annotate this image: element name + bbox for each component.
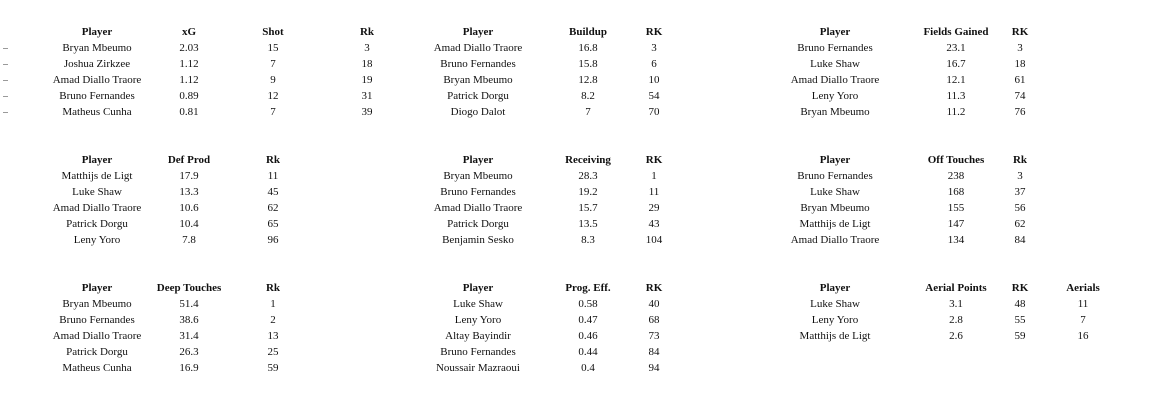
stat-value-cell: 0.44 <box>578 346 598 358</box>
stat-value-cell: 40 <box>648 298 660 310</box>
column-header: Rk <box>265 154 281 166</box>
player-name-cell: Amad Diallo Traore <box>790 234 880 246</box>
player-name-cell: Matheus Cunha <box>62 106 132 118</box>
column-header: Player <box>462 154 494 166</box>
player-name-cell: Patrick Dorgu <box>66 218 128 230</box>
column-header: Receiving <box>565 154 611 166</box>
stat-value-cell: 11.3 <box>946 90 966 102</box>
stat-value-cell: 19.2 <box>578 186 598 198</box>
player-name-cell: Bryan Mbeumo <box>443 74 513 86</box>
stat-value-cell: 15 <box>267 42 279 54</box>
stat-value-cell: 11.2 <box>946 106 966 118</box>
player-name-cell: Matthijs de Ligt <box>799 218 871 230</box>
stat-value-cell: 0.81 <box>179 106 199 118</box>
stat-value-cell: 48 <box>1014 298 1026 310</box>
player-name-cell: Bruno Fernandes <box>59 314 135 326</box>
stat-value-cell: 45 <box>267 186 279 198</box>
stat-value-cell: 70 <box>648 106 660 118</box>
column-header: Player <box>819 154 851 166</box>
stat-value-cell: 73 <box>648 330 660 342</box>
stat-value-cell: 84 <box>1014 234 1026 246</box>
column-header: Def Prod <box>167 154 211 166</box>
column-header: RK <box>645 26 663 38</box>
player-name-cell: Luke Shaw <box>810 58 860 70</box>
stat-value-cell: 19 <box>361 74 373 86</box>
stat-value-cell: 1.12 <box>179 58 199 70</box>
stat-value-cell: 18 <box>1014 58 1026 70</box>
stat-value-cell: 13 <box>267 330 279 342</box>
stat-value-cell: 31.4 <box>179 330 199 342</box>
stat-value-cell: 3.1 <box>949 298 963 310</box>
stat-value-cell: 15.8 <box>578 58 598 70</box>
player-name-cell: Bryan Mbeumo <box>800 202 870 214</box>
stat-value-cell: 29 <box>648 202 660 214</box>
stat-value-cell: 3 <box>651 42 657 54</box>
player-name-cell: Bruno Fernandes <box>440 346 516 358</box>
player-name-cell: Bruno Fernandes <box>440 186 516 198</box>
column-header: Player <box>81 282 113 294</box>
row-marker <box>3 96 8 97</box>
stat-value-cell: 6 <box>651 58 657 70</box>
player-name-cell: Bruno Fernandes <box>440 58 516 70</box>
column-header: Rk <box>359 26 375 38</box>
column-header: Player <box>81 26 113 38</box>
stat-value-cell: 0.47 <box>578 314 598 326</box>
stat-value-cell: 2.03 <box>179 42 199 54</box>
column-header: RK <box>1011 26 1029 38</box>
stat-value-cell: 168 <box>947 186 965 198</box>
player-name-cell: Bryan Mbeumo <box>62 42 132 54</box>
column-header: Player <box>462 26 494 38</box>
stat-value-cell: 59 <box>267 362 279 374</box>
stat-value-cell: 0.58 <box>578 298 598 310</box>
stat-value-cell: 54 <box>648 90 660 102</box>
player-name-cell: Luke Shaw <box>453 298 503 310</box>
stat-value-cell: 51.4 <box>179 298 199 310</box>
stat-value-cell: 76 <box>1014 106 1026 118</box>
player-name-cell: Patrick Dorgu <box>66 346 128 358</box>
stat-value-cell: 7.8 <box>182 234 196 246</box>
player-name-cell: Amad Diallo Traore <box>52 330 142 342</box>
player-name-cell: Luke Shaw <box>810 186 860 198</box>
column-header: Aerials <box>1066 282 1100 294</box>
stat-value-cell: 134 <box>947 234 965 246</box>
player-name-cell: Matheus Cunha <box>62 362 132 374</box>
player-name-cell: Amad Diallo Traore <box>790 74 880 86</box>
stat-value-cell: 18 <box>361 58 373 70</box>
player-name-cell: Amad Diallo Traore <box>433 42 523 54</box>
stat-value-cell: 94 <box>648 362 660 374</box>
column-header: Fields Gained <box>923 26 989 38</box>
stat-value-cell: 37 <box>1014 186 1026 198</box>
player-name-cell: Bryan Mbeumo <box>62 298 132 310</box>
stat-value-cell: 28.3 <box>578 170 598 182</box>
stat-value-cell: 16.9 <box>179 362 199 374</box>
stat-value-cell: 13.3 <box>179 186 199 198</box>
stat-value-cell: 7 <box>270 106 276 118</box>
stat-value-cell: 10 <box>648 74 660 86</box>
stat-value-cell: 59 <box>1014 330 1026 342</box>
player-name-cell: Benjamin Sesko <box>442 234 514 246</box>
stat-value-cell: 238 <box>947 170 965 182</box>
stat-value-cell: 16.7 <box>946 58 966 70</box>
stat-value-cell: 25 <box>267 346 279 358</box>
stat-value-cell: 3 <box>364 42 370 54</box>
stat-value-cell: 0.46 <box>578 330 598 342</box>
column-header: Player <box>462 282 494 294</box>
player-name-cell: Amad Diallo Traore <box>52 74 142 86</box>
player-name-cell: Amad Diallo Traore <box>52 202 142 214</box>
column-header: Prog. Eff. <box>565 282 611 294</box>
stat-value-cell: 17.9 <box>179 170 199 182</box>
stat-value-cell: 8.2 <box>581 90 595 102</box>
stat-value-cell: 3 <box>1017 42 1023 54</box>
stat-value-cell: 1 <box>651 170 657 182</box>
stat-value-cell: 104 <box>645 234 663 246</box>
stat-value-cell: 12.1 <box>946 74 966 86</box>
stat-value-cell: 2 <box>270 314 276 326</box>
stat-value-cell: 0.89 <box>179 90 199 102</box>
stat-value-cell: 31 <box>361 90 373 102</box>
player-name-cell: Noussair Mazraoui <box>435 362 520 374</box>
stat-value-cell: 23.1 <box>946 42 966 54</box>
stat-value-cell: 43 <box>648 218 660 230</box>
stat-value-cell: 15.7 <box>578 202 598 214</box>
column-header: Player <box>81 154 113 166</box>
column-header: RK <box>1011 282 1029 294</box>
column-header: Player <box>819 26 851 38</box>
stat-value-cell: 74 <box>1014 90 1026 102</box>
stat-value-cell: 0.4 <box>581 362 595 374</box>
stat-value-cell: 16.8 <box>578 42 598 54</box>
column-header: Buildup <box>569 26 607 38</box>
stat-value-cell: 10.4 <box>179 218 199 230</box>
stat-value-cell: 61 <box>1014 74 1026 86</box>
player-name-cell: Leny Yoro <box>73 234 121 246</box>
player-name-cell: Bruno Fernandes <box>797 42 873 54</box>
stat-value-cell: 147 <box>947 218 965 230</box>
stat-value-cell: 11 <box>267 170 279 182</box>
stat-value-cell: 55 <box>1014 314 1026 326</box>
stat-value-cell: 7 <box>1080 314 1086 326</box>
stat-value-cell: 84 <box>648 346 660 358</box>
player-name-cell: Bruno Fernandes <box>797 170 873 182</box>
player-name-cell: Diogo Dalot <box>450 106 506 118</box>
stat-value-cell: 39 <box>361 106 373 118</box>
stat-value-cell: 8.3 <box>581 234 595 246</box>
stat-value-cell: 2.6 <box>949 330 963 342</box>
player-name-cell: Patrick Dorgu <box>447 218 509 230</box>
column-header: Off Touches <box>927 154 985 166</box>
player-name-cell: Luke Shaw <box>72 186 122 198</box>
stat-value-cell: 2.8 <box>949 314 963 326</box>
player-name-cell: Luke Shaw <box>810 298 860 310</box>
column-header: Aerial Points <box>925 282 987 294</box>
player-name-cell: Matthijs de Ligt <box>61 170 133 182</box>
stat-value-cell: 7 <box>585 106 591 118</box>
stat-value-cell: 26.3 <box>179 346 199 358</box>
stat-value-cell: 56 <box>1014 202 1026 214</box>
stat-value-cell: 16 <box>1077 330 1089 342</box>
stat-value-cell: 1.12 <box>179 74 199 86</box>
row-marker <box>3 112 8 113</box>
stat-value-cell: 12 <box>267 90 279 102</box>
stat-value-cell: 11 <box>648 186 660 198</box>
player-name-cell: Joshua Zirkzee <box>63 58 131 70</box>
stat-value-cell: 155 <box>947 202 965 214</box>
stat-value-cell: 12.8 <box>578 74 598 86</box>
player-name-cell: Altay Bayindir <box>445 330 511 342</box>
player-name-cell: Bruno Fernandes <box>59 90 135 102</box>
column-header: Player <box>819 282 851 294</box>
stat-value-cell: 68 <box>648 314 660 326</box>
stat-value-cell: 62 <box>267 202 279 214</box>
stat-value-cell: 38.6 <box>179 314 199 326</box>
row-marker <box>3 48 8 49</box>
player-name-cell: Bryan Mbeumo <box>443 170 513 182</box>
row-marker <box>3 80 8 81</box>
player-name-cell: Patrick Dorgu <box>447 90 509 102</box>
player-name-cell: Leny Yoro <box>454 314 502 326</box>
player-name-cell: Matthijs de Ligt <box>799 330 871 342</box>
stat-value-cell: 9 <box>270 74 276 86</box>
stat-value-cell: 1 <box>270 298 276 310</box>
column-header: Deep Touches <box>156 282 222 294</box>
column-header: RK <box>645 154 663 166</box>
stat-value-cell: 96 <box>267 234 279 246</box>
column-header: Rk <box>265 282 281 294</box>
stat-value-cell: 10.6 <box>179 202 199 214</box>
column-header: RK <box>645 282 663 294</box>
stat-value-cell: 62 <box>1014 218 1026 230</box>
player-name-cell: Leny Yoro <box>811 90 859 102</box>
column-header: Shot <box>262 26 284 38</box>
player-name-cell: Amad Diallo Traore <box>433 202 523 214</box>
player-name-cell: Bryan Mbeumo <box>800 106 870 118</box>
column-header: xG <box>181 26 197 38</box>
stat-value-cell: 3 <box>1017 170 1023 182</box>
stat-value-cell: 7 <box>270 58 276 70</box>
stat-value-cell: 65 <box>267 218 279 230</box>
stat-value-cell: 13.5 <box>578 218 598 230</box>
stat-value-cell: 11 <box>1077 298 1089 310</box>
row-marker <box>3 64 8 65</box>
column-header: Rk <box>1012 154 1028 166</box>
player-name-cell: Leny Yoro <box>811 314 859 326</box>
